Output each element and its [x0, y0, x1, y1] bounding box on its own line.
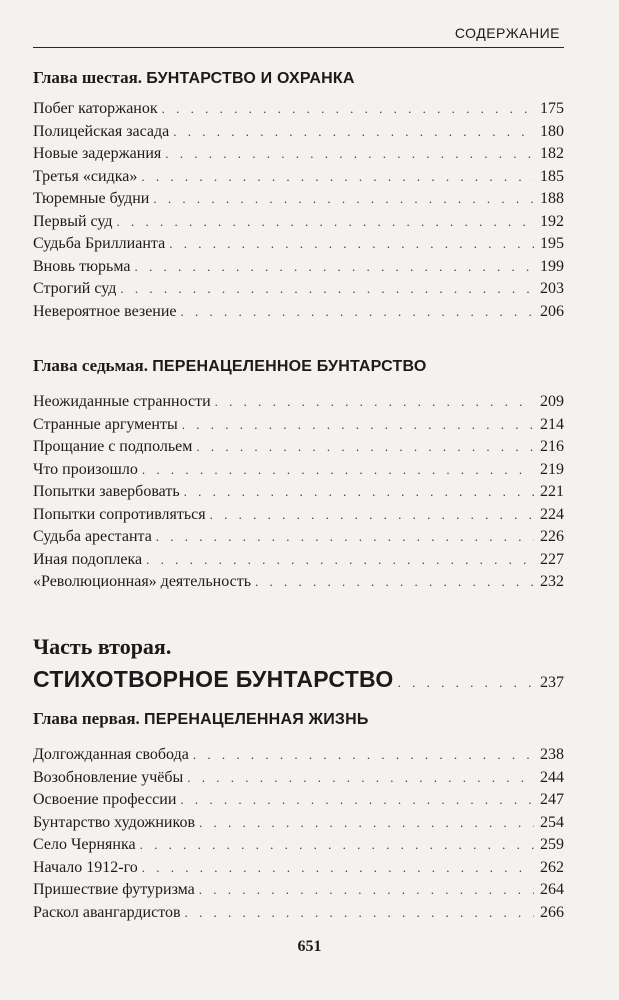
toc-entry — [33, 233, 564, 256]
page-number: 180 — [540, 122, 564, 140]
leader-dots — [165, 143, 534, 166]
entry-title: Тюремные будни — [33, 190, 150, 207]
entry-title: Начало 1912-го — [33, 858, 138, 876]
toc-entry — [33, 571, 564, 594]
leader-dots — [146, 549, 534, 572]
toc-entry — [33, 549, 564, 572]
toc-entry — [33, 504, 564, 527]
leader-dots — [187, 767, 534, 790]
page-number: 199 — [540, 257, 564, 275]
leader-dots — [255, 571, 534, 594]
page-number: 266 — [540, 903, 564, 921]
entry-title: Что произошло — [33, 460, 138, 478]
leader-dots — [156, 526, 534, 549]
toc-entry — [33, 857, 564, 880]
leader-dots — [199, 879, 534, 902]
entry-title: Полицейская засада — [33, 122, 170, 140]
page-number: 259 — [540, 836, 564, 853]
toc-entry — [33, 278, 564, 301]
leader-dots — [184, 481, 534, 504]
toc-entry — [33, 414, 564, 437]
page-number: 192 — [540, 212, 564, 230]
page-number: 185 — [540, 167, 564, 185]
toc-entry — [33, 789, 564, 812]
page-number: 237 — [540, 674, 564, 691]
chapter-heading — [33, 68, 355, 88]
toc-entry — [33, 211, 564, 234]
leader-dots — [182, 414, 534, 437]
toc-entry — [33, 834, 564, 857]
running-header: СОДЕРЖАНИЕ — [454, 25, 560, 41]
chapter-title: ПЕРЕНАЦЕЛЕННАЯ ЖИЗНЬ — [144, 711, 369, 728]
page-number: 244 — [540, 768, 564, 786]
folio-page-number: 651 — [297, 938, 322, 955]
entry-title: Невероятное везение — [33, 302, 177, 320]
leader-dots — [162, 98, 534, 121]
page-number: 221 — [540, 483, 564, 500]
entry-title: Неожиданные странности — [33, 393, 211, 410]
toc-entry — [33, 902, 564, 925]
leader-dots — [199, 812, 534, 835]
leader-dots — [196, 436, 534, 459]
leader-dots — [141, 166, 534, 189]
toc-entry — [33, 98, 564, 121]
chapter-title: ПЕРЕНАЦЕЛЕННОЕ БУНТАРСТВО — [152, 358, 427, 375]
leader-dots — [181, 301, 534, 324]
page-number: 232 — [540, 573, 564, 590]
header-rule — [33, 47, 564, 48]
part-heading — [33, 634, 564, 693]
toc-entry — [33, 391, 564, 414]
entry-title: Пришествие футуризма — [33, 881, 195, 898]
toc-entry — [33, 301, 564, 324]
entry-title: Иная подоплека — [33, 550, 143, 568]
entry-title: Освоение профессии — [33, 791, 177, 808]
entry-title: Судьба Бриллианта — [33, 235, 166, 252]
page-number: 224 — [540, 505, 564, 523]
leader-dots — [185, 902, 534, 925]
page-number: 219 — [540, 460, 564, 478]
toc-list — [33, 744, 564, 924]
part-title: СТИХОТВОРНОЕ БУНТАРСТВО — [33, 666, 394, 692]
toc-entry — [33, 812, 564, 835]
toc-entry — [33, 526, 564, 549]
page-number: 182 — [540, 145, 564, 162]
leader-dots — [142, 857, 534, 880]
entry-title: Судьба арестанта — [33, 528, 152, 545]
toc-entry — [33, 481, 564, 504]
leader-dots — [134, 256, 534, 279]
toc-entry — [33, 436, 564, 459]
toc-entry — [33, 166, 564, 189]
entry-title: Первый суд — [33, 212, 113, 230]
leader-dots — [153, 188, 534, 211]
toc-entry — [33, 143, 564, 166]
page-number: 188 — [540, 190, 564, 207]
part-title-row — [33, 666, 564, 693]
toc-entry — [33, 879, 564, 902]
leader-dots — [215, 391, 534, 414]
entry-title: Возобновление учёбы — [33, 768, 184, 786]
toc-list — [33, 98, 564, 323]
chapter-label: Глава шестая. — [33, 68, 143, 87]
page-number: 209 — [540, 393, 564, 410]
page-number: 216 — [540, 438, 564, 455]
chapter-title: БУНТАРСТВО И ОХРАНКА — [146, 70, 355, 87]
page-number: 206 — [540, 302, 564, 320]
leader-dots — [120, 278, 534, 301]
chapter-label: Глава седьмая. — [33, 356, 148, 375]
leader-dots — [210, 504, 534, 527]
part-label: Часть вторая. — [33, 634, 172, 659]
toc-list — [33, 391, 564, 594]
entry-title: «Революционная» деятельность — [33, 573, 251, 590]
leader-dots — [140, 834, 534, 857]
page-number: 264 — [540, 881, 564, 898]
page-number: 214 — [540, 415, 564, 433]
toc-entry — [33, 459, 564, 482]
page-number: 247 — [540, 791, 564, 808]
leader-dots — [193, 744, 534, 767]
toc-entry — [33, 744, 564, 767]
leader-dots — [180, 789, 534, 812]
page-number: 254 — [540, 813, 564, 831]
page-number: 227 — [540, 550, 564, 568]
page-number: 203 — [540, 280, 564, 297]
page-number: 195 — [540, 235, 564, 252]
chapter-heading — [33, 356, 427, 376]
leader-dots — [117, 211, 534, 234]
chapter-label: Глава первая. — [33, 709, 140, 728]
entry-title: Странные аргументы — [33, 415, 178, 433]
page-number: 175 — [540, 100, 564, 117]
toc-entry — [33, 188, 564, 211]
entry-title: Попытки сопротивляться — [33, 505, 206, 523]
leader-dots — [173, 121, 534, 144]
toc-entry — [33, 121, 564, 144]
toc-entry — [33, 767, 564, 790]
entry-title: Новые задержания — [33, 145, 162, 162]
chapter-heading — [33, 709, 369, 729]
toc-entry — [33, 256, 564, 279]
entry-title: Село Чернянка — [33, 836, 136, 853]
page-number: 262 — [540, 858, 564, 876]
page-number: 238 — [540, 746, 564, 763]
entry-title: Долгожданная свобода — [33, 746, 189, 763]
entry-title: Побег каторжанок — [33, 100, 158, 117]
entry-title: Третья «сидка» — [33, 167, 138, 185]
entry-title: Вновь тюрьма — [33, 257, 131, 275]
leader-dots — [169, 233, 534, 256]
entry-title: Бунтарство художников — [33, 813, 195, 831]
leader-dots — [142, 459, 534, 482]
entry-title: Прощание с подпольем — [33, 438, 193, 455]
page-number: 226 — [540, 528, 564, 545]
entry-title: Попытки завербовать — [33, 483, 180, 500]
entry-title: Раскол авангардистов — [33, 903, 181, 921]
entry-title: Строгий суд — [33, 280, 117, 297]
leader-dots — [398, 675, 534, 691]
